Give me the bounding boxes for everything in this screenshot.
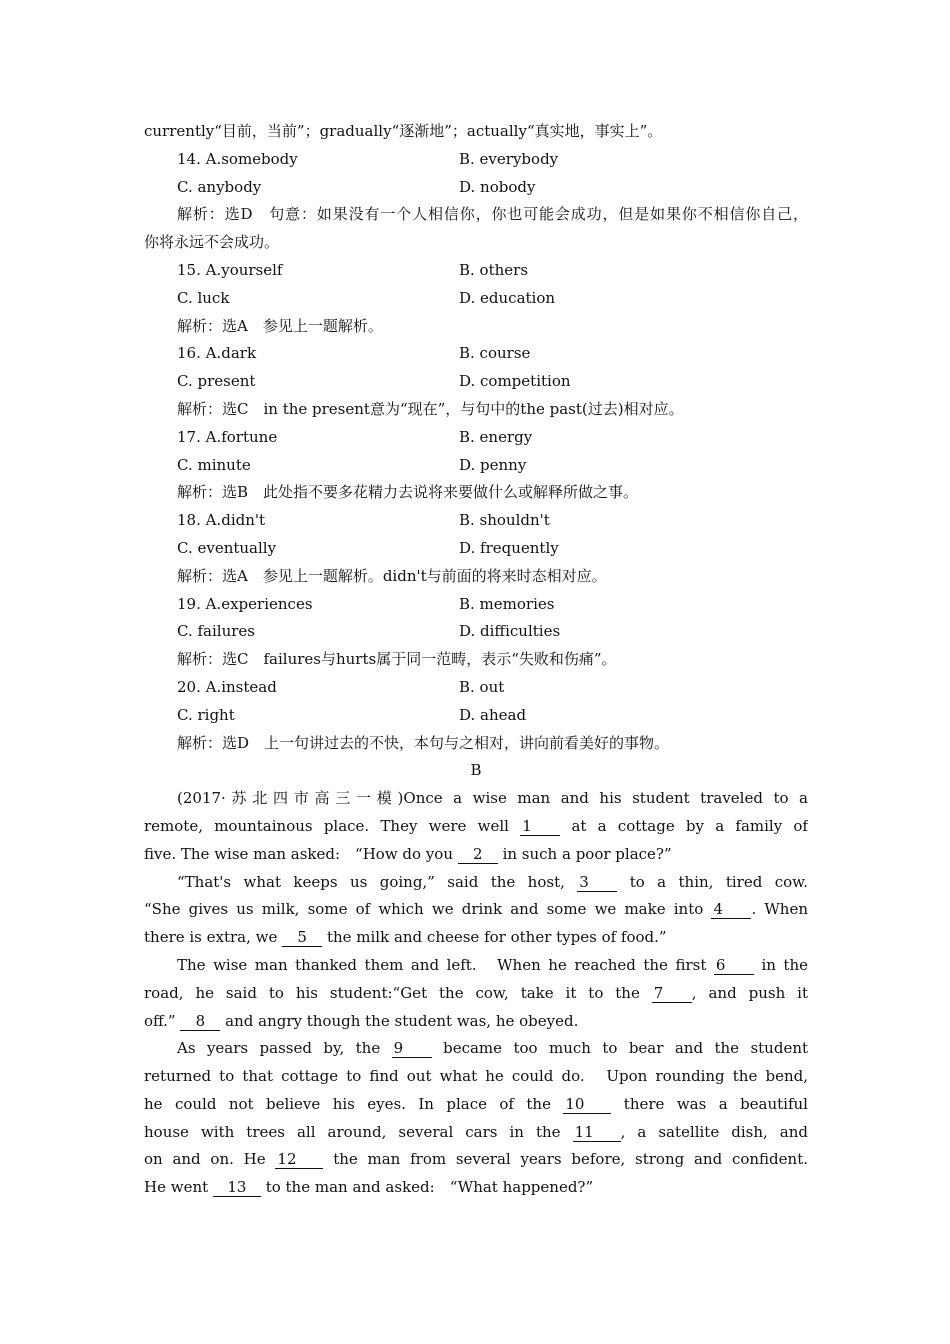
passage-line: five. The wise man asked: “How do you 2 in such a poor place?” <box>144 844 672 863</box>
passage-line: there is extra, we 5 the milk and cheese for other types of food.” <box>144 928 667 947</box>
blank-8: 8 <box>180 1012 220 1031</box>
question-list <box>144 146 808 758</box>
option-left: C. present <box>177 372 256 391</box>
option-left: 17. A.fortune <box>177 427 278 446</box>
explanation-line: 解析：选A 参见上一题解析。 <box>177 316 383 335</box>
option-left: 14. A.somebody <box>177 149 298 168</box>
option-right: B. out <box>459 677 505 696</box>
blank-1: 1 <box>520 817 560 836</box>
document-page <box>144 118 808 1202</box>
option-right: D. competition <box>459 372 571 391</box>
passage-line: As years passed by, the 9 became too much to bear and the student <box>177 1039 808 1058</box>
blank-12: 12 <box>275 1150 323 1169</box>
option-left: 19. A.experiences <box>177 594 313 613</box>
passage-line: returned to that cottage to find out what he could do. Upon rounding the bend, <box>144 1067 808 1086</box>
option-right: D. nobody <box>459 177 536 196</box>
passage-line: he could not believe his eyes. In place of the 10 there was a beautiful <box>144 1094 808 1113</box>
options-row-cd <box>144 535 808 563</box>
passage-line: He went 13 to the man and asked: “What happened?” <box>144 1178 594 1197</box>
options-row-ab <box>144 674 808 702</box>
option-left: 18. A.didn't <box>177 511 266 530</box>
option-right: B. energy <box>459 427 533 446</box>
explanation-line: 你将永远不会成功。 <box>144 233 280 252</box>
options-row-cd <box>144 702 808 730</box>
option-right: B. others <box>459 260 529 279</box>
explanation-line: 解析：选C in the present意为“现在”，与句中的the past(过去)相对应。 <box>177 399 684 418</box>
blank-11: 11 <box>573 1123 621 1142</box>
option-right: D. difficulties <box>459 622 561 641</box>
blank-7: 7 <box>652 984 692 1003</box>
option-left: C. failures <box>177 622 255 641</box>
explanation-line: 解析：选D 句意：如果没有一个人相信你，你也可能会成功，但是如果你不相信你自己， <box>177 205 808 224</box>
option-left: C. right <box>177 705 235 724</box>
option-left: C. eventually <box>177 538 277 557</box>
options-row-cd <box>144 174 808 202</box>
blank-3: 3 <box>577 873 617 892</box>
option-left: 16. A.dark <box>177 344 257 363</box>
passage-line: “She gives us milk, some of which we drink and some we make into 4 . When <box>144 900 808 919</box>
option-right: B. memories <box>459 594 555 613</box>
options-row-cd <box>144 618 808 646</box>
options-row-ab <box>144 591 808 619</box>
explanation-line: 解析：选A 参见上一题解析。didn't与前面的将来时态相对应。 <box>177 566 607 585</box>
options-row-cd <box>144 285 808 313</box>
option-right: D. education <box>459 288 556 307</box>
blank-13: 13 <box>213 1178 261 1197</box>
options-row-ab <box>144 424 808 452</box>
option-left: 20. A.instead <box>177 677 277 696</box>
option-left: C. luck <box>177 288 230 307</box>
blank-4: 4 <box>711 900 751 919</box>
passage-line: The wise man thanked them and left. When he reached the first 6 in the <box>177 955 808 974</box>
options-row-ab <box>144 257 808 285</box>
section-label: B <box>470 761 482 780</box>
cloze-passage <box>144 785 808 1202</box>
option-right: D. frequently <box>459 538 559 557</box>
option-right: B. everybody <box>459 149 559 168</box>
blank-2: 2 <box>458 845 498 864</box>
option-left: C. anybody <box>177 177 262 196</box>
options-row-cd <box>144 452 808 480</box>
option-right: D. ahead <box>459 705 527 724</box>
explanation-line: 解析：选B 此处指不要多花精力去说将来要做什么或解释所做之事。 <box>177 483 639 502</box>
passage-line: (2017·苏北四市高三一模)Once a wise man and his student traveled to a <box>177 789 808 808</box>
passage-line: road, he said to his student:“Get the cow, take it to the 7 , and push it <box>144 983 808 1002</box>
passage-line: off.” 8 and angry though the student was, he obeyed. <box>144 1011 579 1030</box>
option-right: B. course <box>459 344 531 363</box>
option-right: D. penny <box>459 455 527 474</box>
passage-line: remote, mountainous place. They were well 1 at a cottage by a family of <box>144 816 808 835</box>
options-row-ab <box>144 340 808 368</box>
option-left: 15. A.yourself <box>177 260 283 279</box>
blank-6: 6 <box>714 956 754 975</box>
blank-10: 10 <box>563 1095 611 1114</box>
option-right: B. shouldn't <box>459 511 550 530</box>
blank-5: 5 <box>282 928 322 947</box>
options-row-ab <box>144 507 808 535</box>
blank-9: 9 <box>392 1039 432 1058</box>
explanation-line: 解析：选C failures与hurts属于同一范畴，表示“失败和伤痛”。 <box>177 650 617 669</box>
passage-line: house with trees all around, several cars in the 11 , a satellite dish, and <box>144 1122 808 1141</box>
option-left: C. minute <box>177 455 251 474</box>
explanation-line: 解析：选D 上一句讲过去的不快，本句与之相对，讲向前看美好的事物。 <box>177 733 670 752</box>
options-row-cd <box>144 368 808 396</box>
passage-line: “That's what keeps us going,” said the host, 3 to a thin, tired cow. <box>177 872 808 891</box>
passage-line: on and on. He 12 the man from several years before, strong and confident. <box>144 1150 808 1169</box>
options-row-ab <box>144 146 808 174</box>
intro-line: currently“目前，当前”；gradually“逐渐地”；actually“真实地，事实上”。 <box>144 122 663 140</box>
